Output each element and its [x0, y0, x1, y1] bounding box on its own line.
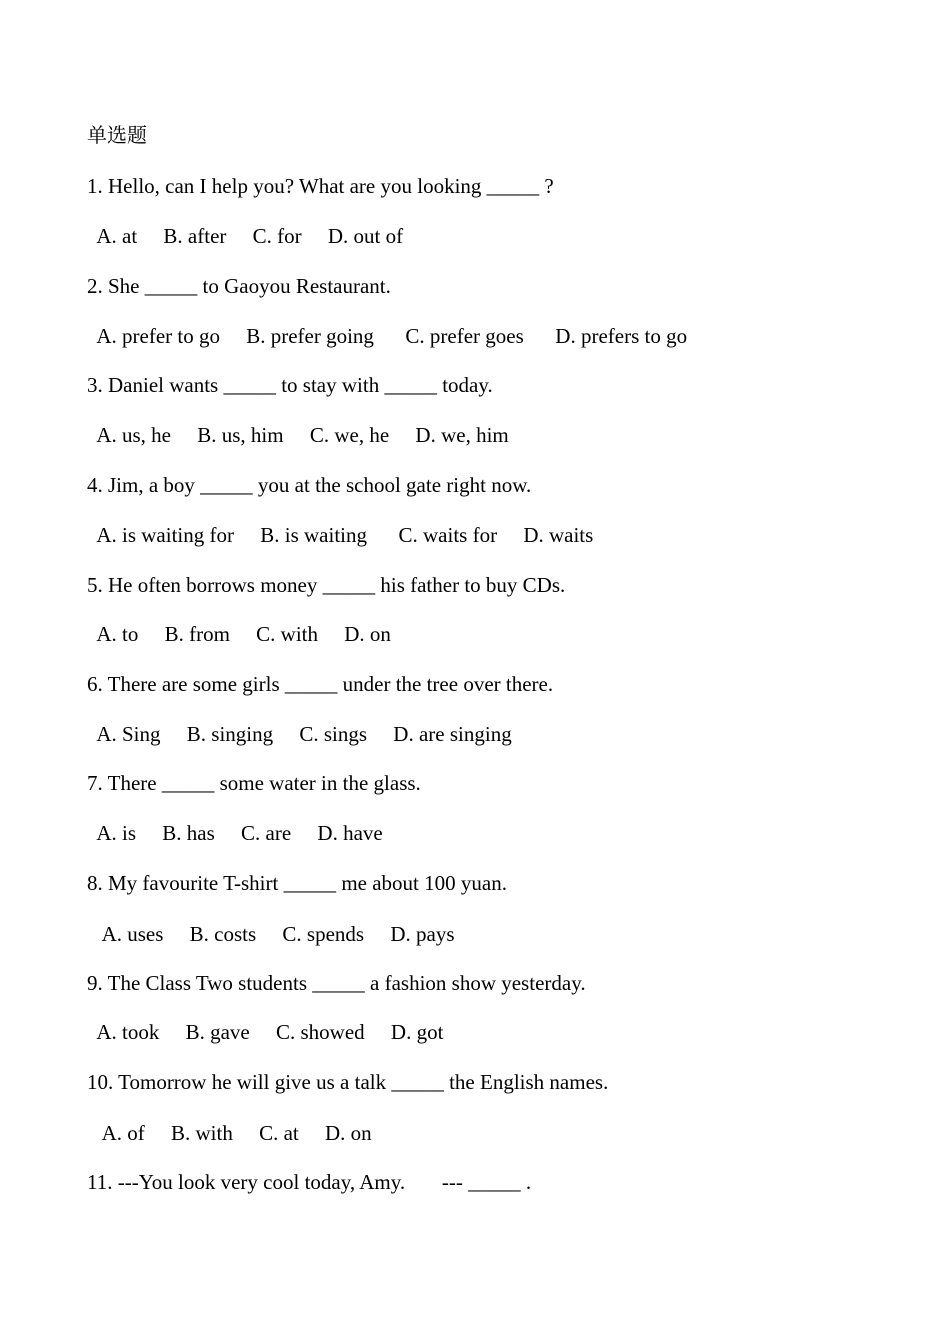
- question-9-options: A. took B. gave C. showed D. got: [87, 1020, 444, 1044]
- question-9-stem: 9. The Class Two students _____ a fashion show yesterday.: [87, 971, 586, 995]
- question-5-stem: 5. He often borrows money _____ his father to buy CDs.: [87, 573, 566, 597]
- question-3-options: A. us, he B. us, him C. we, he D. we, him: [87, 423, 509, 447]
- question-6-options: A. Sing B. singing C. sings D. are singing: [87, 722, 512, 746]
- question-8-options: A. uses B. costs C. spends D. pays: [87, 922, 455, 946]
- question-4-options: A. is waiting for B. is waiting C. waits for D. waits: [87, 523, 594, 547]
- question-10-options: A. of B. with C. at D. on: [87, 1121, 372, 1145]
- question-1-stem: 1. Hello, can I help you? What are you looking _____ ?: [87, 174, 554, 198]
- question-11-stem: 11. ---You look very cool today, Amy. --- _____ .: [87, 1170, 532, 1194]
- question-1-options: A. at B. after C. for D. out of: [87, 224, 404, 248]
- question-10-stem: 10. Tomorrow he will give us a talk _____ the English names.: [87, 1070, 609, 1094]
- question-2-stem: 2. She _____ to Gaoyou Restaurant.: [87, 274, 391, 298]
- question-8-stem: 8. My favourite T-shirt _____ me about 100 yuan.: [87, 871, 507, 895]
- question-5-options: A. to B. from C. with D. on: [87, 622, 391, 646]
- question-3-stem: 3. Daniel wants _____ to stay with _____ today.: [87, 373, 493, 397]
- question-7-stem: 7. There _____ some water in the glass.: [87, 771, 421, 795]
- question-4-stem: 4. Jim, a boy _____ you at the school gate right now.: [87, 473, 532, 497]
- question-6-stem: 6. There are some girls _____ under the tree over there.: [87, 672, 554, 696]
- section-heading: 单选题: [87, 123, 147, 147]
- question-7-options: A. is B. has C. are D. have: [87, 821, 383, 845]
- question-2-options: A. prefer to go B. prefer going C. prefer goes D. prefers to go: [87, 324, 688, 348]
